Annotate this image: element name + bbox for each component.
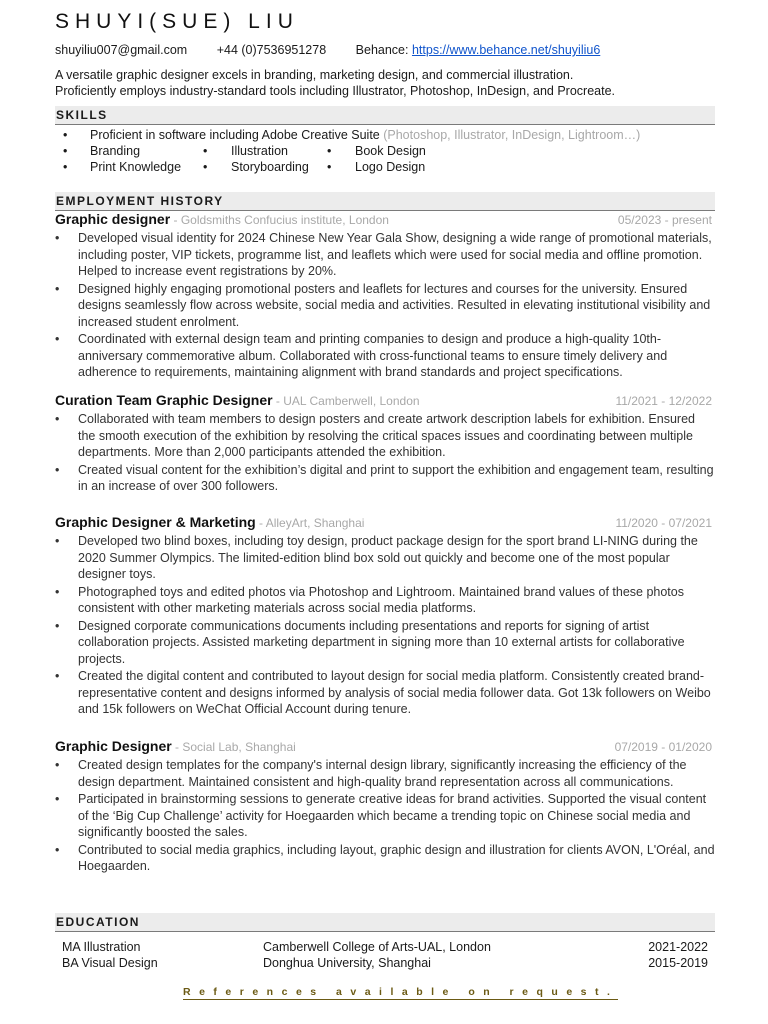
job-bullets: [55, 757, 715, 875]
job-bullet: • Created design templates for the company's internal design library, significantly increasing the efficiency of the design department. Maintained consistent and high-quality brand representation across all communications.: [55, 757, 715, 790]
skill-item: Book Design: [355, 144, 426, 158]
job-entry: [55, 514, 715, 718]
job-bullet: • Contributed to social media graphics, including layout, graphic design and illustration for clients AVON, L'Oréal, and Hoegaarden.: [55, 842, 715, 875]
bullet-icon: •: [327, 160, 332, 174]
education-row: [62, 955, 708, 971]
summary-line: A versatile graphic designer excels in branding, marketing design, and commercial illustration.: [55, 68, 574, 82]
skill-item: Print Knowledge: [90, 160, 182, 174]
job-title: Graphic designer: [55, 211, 171, 227]
education-list: [62, 939, 708, 971]
job-entry: [55, 738, 715, 875]
job-dates: 11/2020 - 07/2021: [615, 516, 712, 530]
skill-software-detail: (Photoshop, Illustrator, InDesign, Lightroom…): [383, 128, 641, 142]
education-years: 2021-2022: [648, 940, 708, 954]
job-bullet: • Collaborated with team members to design posters and create artwork description labels for exhibition. Ensured the smooth execution of the exhibition by resolving the critical spaces issues and coordinating between multiple departments. More than 2,000 participants attended the exhibition.: [55, 411, 715, 461]
skill-item: Logo Design: [355, 160, 426, 174]
bullet-icon: •: [63, 144, 68, 158]
job-organization: - AlleyArt, Shanghai: [255, 516, 365, 530]
job-dates: 07/2019 - 01/2020: [614, 740, 712, 754]
job-header: [55, 514, 715, 532]
job-header: [55, 211, 715, 229]
job-organization: - Goldsmiths Confucius institute, London: [170, 213, 389, 227]
behance-label: Behance:: [355, 43, 409, 57]
job-bullet: • Created the digital content and contributed to layout design for social media platform. Consistently created brand-representative content and designs informed by analysis of social media follower data. Got 13k followers on Weibo and 15k followers on WeChat Official Account during tenure.: [55, 668, 715, 718]
skills-heading: SKILLS: [55, 106, 715, 125]
employment-heading: EMPLOYMENT HISTORY: [55, 192, 715, 211]
job-entry: [55, 211, 715, 381]
skill-item: Illustration: [231, 144, 288, 158]
skill-item: Storyboarding: [231, 160, 309, 174]
job-title: Graphic Designer: [55, 738, 172, 754]
bullet-icon: •: [63, 128, 68, 142]
profile-summary: [55, 67, 715, 99]
education-school: Camberwell College of Arts-UAL, London: [263, 940, 491, 954]
education-row: [62, 939, 708, 955]
behance-link[interactable]: https://www.behance.net/shuyiliu6: [411, 43, 601, 57]
job-bullet: • Participated in brainstorming sessions to generate creative ideas for brand activities. Supported the visual content of the ‘Big Cup Challenge’ activity for Hoegaarden which became a trending topic on Chinese social media and significantly boosted the sales.: [55, 791, 715, 841]
bullet-icon: •: [203, 144, 208, 158]
references-note: References available on request.: [183, 986, 619, 998]
skill-software: [90, 127, 640, 143]
education-school: Donghua University, Shanghai: [263, 956, 431, 970]
job-dates: 05/2023 - present: [617, 213, 712, 227]
job-organization: - UAL Camberwell, London: [272, 394, 420, 408]
job-bullet: • Created visual content for the exhibition’s digital and print to support the exhibition and engagement team, resulting in an increase of over 300 followers.: [55, 462, 715, 495]
email-text: shuyiliu007@gmail.com: [55, 43, 188, 57]
job-title: Graphic Designer & Marketing: [55, 514, 256, 530]
summary-line: Proficiently employs industry-standard tools including Illustrator, Photoshop, InDesign, and Procreate.: [55, 84, 616, 98]
job-bullets: [55, 411, 715, 495]
bullet-icon: •: [327, 144, 332, 158]
job-bullet: • Developed two blind boxes, including toy design, product package design for the sport brand LI-NING during the 2020 Summer Olympics. The limited-edition blind box sold out quickly and become one of the most popular designer toys.: [55, 533, 715, 583]
contact-line: [55, 43, 600, 57]
job-bullets: [55, 533, 715, 718]
candidate-name: SHUYI(SUE) LIU: [55, 10, 299, 33]
job-bullet: • Developed visual identity for 2024 Chinese New Year Gala Show, designing a wide range of promotional materials, including poster, VIP tickets, programme list, and leaflets which were used for social media and offline promotion. Helped to increase event registrations by 20%.: [55, 230, 715, 280]
bullet-icon: •: [203, 160, 208, 174]
education-degree: BA Visual Design: [62, 956, 158, 970]
job-header: [55, 738, 715, 756]
job-entry: [55, 392, 715, 495]
education-degree: MA Illustration: [62, 940, 141, 954]
job-organization: - Social Lab, Shanghai: [171, 740, 296, 754]
phone-text: +44 (0)7536951278: [216, 43, 327, 57]
job-bullet: • Coordinated with external design team and printing companies to design and produce a high-quality 10th-anniversary commemorative album. Collaborated with cross-functional teams to ensure timely delivery and adherence to requirements, maintaining alignment with brand standards and project specifications.: [55, 331, 715, 381]
job-title: Curation Team Graphic Designer: [55, 392, 273, 408]
skill-item: Branding: [90, 144, 141, 158]
job-bullet: • Designed corporate communications documents including presentations and reports for signing of artist collaboration projects. Assisted marketing department in signing more than 10 external artists for collaborative projects.: [55, 618, 715, 668]
job-bullet: • Designed highly engaging promotional posters and leaflets for lectures and courses for the university. Ensured designs seamlessly flow across website, social media and activities. Resulted in elevating institutional visibility and increased student enrolment.: [55, 281, 715, 331]
bullet-icon: •: [63, 160, 68, 174]
job-dates: 11/2021 - 12/2022: [615, 394, 712, 408]
job-bullet: • Photographed toys and edited photos via Photoshop and Lightroom. Maintained brand values of these photos consistent with other marketing materials across social media platforms.: [55, 584, 715, 617]
education-years: 2015-2019: [648, 956, 708, 970]
job-header: [55, 392, 715, 410]
education-heading: EDUCATION: [55, 913, 715, 932]
job-bullets: [55, 230, 715, 381]
skill-software-main: Proficient in software including Adobe Creative Suite: [90, 128, 380, 142]
